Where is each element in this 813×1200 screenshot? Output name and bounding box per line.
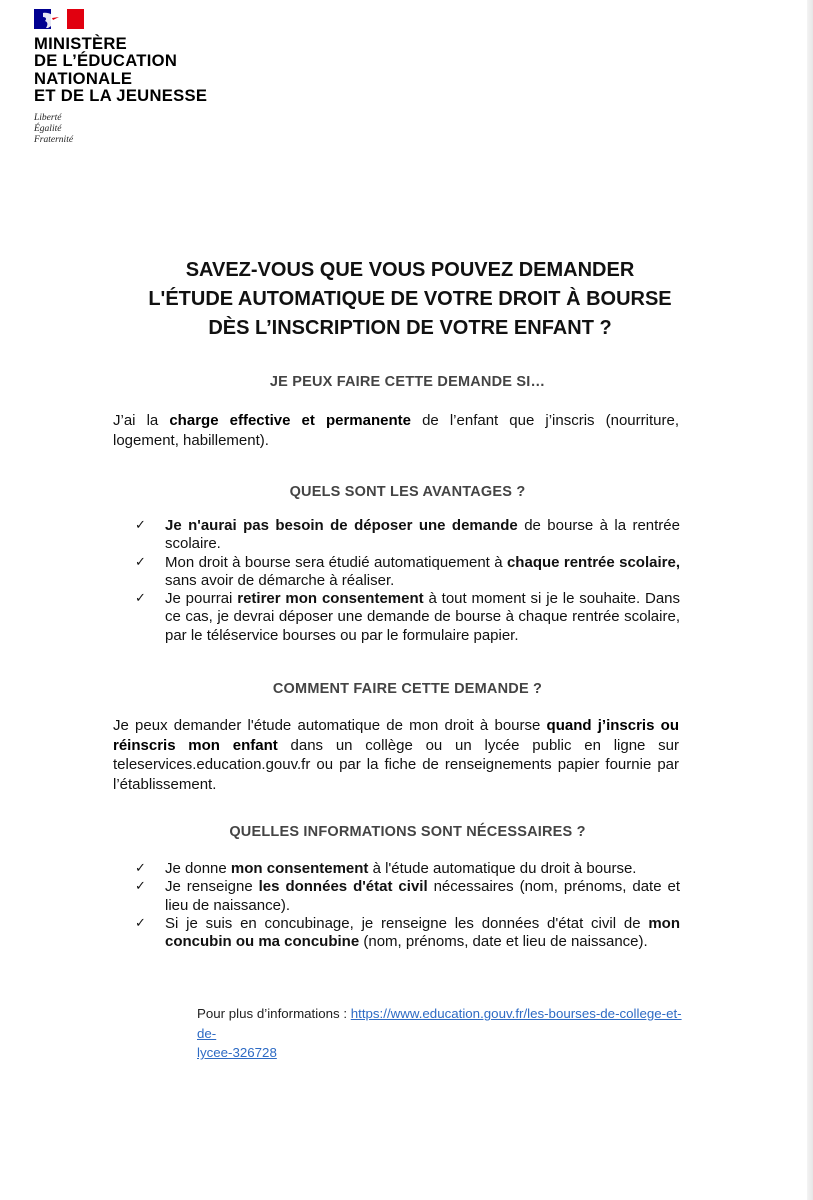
ministry-name	[34, 35, 234, 105]
motto-line: Égalité	[34, 123, 62, 134]
section-heading-information: QUELLES INFORMATIONS SONT NÉCESSAIRES ?	[229, 824, 586, 840]
checkmark-icon: ✓	[135, 861, 146, 876]
more-info-label: Pour plus d’informations :	[197, 1006, 351, 1021]
more-info-link[interactable]: https://www.education.gouv.fr/les-bourses-de-college-et-de- lycee-326728	[197, 1006, 682, 1060]
more-info-footer	[197, 1004, 697, 1063]
information-list	[135, 860, 680, 951]
marianne-flag-icon	[34, 9, 84, 29]
list-item: ✓ Je pourrai retirer mon consentement à tout moment si je le souhaite. Dans ce cas, je devrai déposer une demande de bourse à chaque rentrée scolaire, par le téléservice bourses ou par le formulaire papier.	[135, 590, 681, 644]
document-title	[40, 256, 780, 343]
ministry-line: MINISTÈRE	[34, 34, 128, 53]
section-heading-eligibility: JE PEUX FAIRE CETTE DEMANDE SI…	[269, 374, 546, 390]
title-line: SAVEZ-VOUS QUE VOUS POUVEZ DEMANDER	[185, 259, 635, 281]
ministry-line: ET DE LA JEUNESSE	[34, 86, 208, 106]
title-line: DÈS L’INSCRIPTION DE VOTRE ENFANT ?	[208, 317, 612, 339]
checkmark-icon: ✓	[135, 518, 146, 533]
list-item: ✓ Si je suis en concubinage, je renseigne les données d'état civil de mon concubin ou ma concubine (nom, prénoms, date et lieu de naissance).	[135, 914, 680, 951]
section-heading-how-to: COMMENT FAIRE CETTE DEMANDE ?	[272, 681, 543, 697]
how-to-paragraph: Je peux demander l'étude automatique de mon droit à bourse quand j’inscris ou réinscris mon enfant dans un collège ou un lycée public en ligne sur teleservices.education.gouv.fr ou par la fiche de renseignements papier fournie par l’établissement.	[113, 717, 679, 793]
page-edge	[807, 0, 813, 1200]
eligibility-paragraph: J’ai la charge effective et permanente de l’enfant que j’inscris (nourriture, logement, habillement).	[113, 412, 679, 449]
ministry-line: NATIONALE	[34, 68, 133, 88]
ministry-logo	[34, 9, 234, 146]
checkmark-icon: ✓	[135, 915, 146, 931]
list-item: ✓ Mon droit à bourse sera étudié automatiquement à chaque rentrée scolaire, sans avoir de démarche à réaliser.	[135, 553, 680, 589]
title-line: L'ÉTUDE AUTOMATIQUE DE VOTRE DROIT À BOURSE	[148, 288, 672, 310]
list-item: ✓ Je n'aurai pas besoin de déposer une demande de bourse à la rentrée scolaire.	[135, 517, 680, 553]
advantages-list	[135, 517, 680, 645]
ministry-line: DE L’ÉDUCATION	[34, 51, 178, 71]
checkmark-icon: ✓	[135, 879, 146, 895]
motto-line: Fraternité	[34, 134, 74, 145]
list-item: ✓ Je donne mon consentement à l'étude automatique du droit à bourse.	[135, 860, 637, 877]
republic-motto	[34, 113, 234, 146]
checkmark-icon: ✓	[135, 554, 146, 570]
section-heading-advantages: QUELS SONT LES AVANTAGES ?	[289, 484, 526, 500]
motto-line: Liberté	[34, 112, 62, 123]
list-item: ✓ Je renseigne les données d'état civil nécessaires (nom, prénoms, date et lieu de naissance).	[135, 878, 681, 914]
checkmark-icon: ✓	[135, 591, 146, 607]
